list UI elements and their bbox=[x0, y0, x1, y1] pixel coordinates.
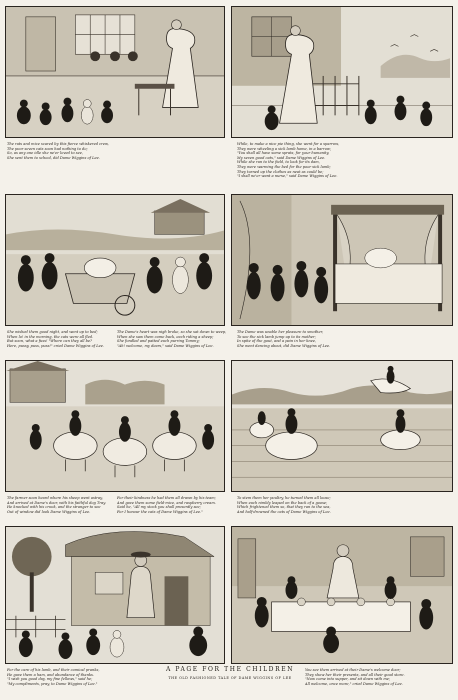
illustration-cats-wheeling-lamb-in-barrow bbox=[5, 194, 225, 326]
caption-panel-5: The Dame's heart was nigh broke, so she sat down to weep, When she saw them come back, each riding a sheep; She fondled and patted each purring Tommy; "Ah! welcome, my dears," said Dame Wiggins of Lee. bbox=[117, 330, 227, 348]
caption-panel-11: You see them arrived at their Dame's welcome door; They show her their presents, and all their good store. "Now come into supper, and sit down with me; All welcome, once more," cried Dame Wiggins of Lee. bbox=[305, 668, 405, 686]
caption-panel-9: To stem them her poultry, he turned them all loose; When each nimbly leaped on the back of a goose; Which frightened them so, that they ran to the sea, And half-drowned the cats of Dame Wiggins of Lee. bbox=[237, 496, 331, 514]
illustration-lamb-in-four-poster-bed bbox=[231, 194, 453, 326]
caption-panel-1: The rats and mice scared by this fierce whiskered crew, The poor seven cats soon had nothing to do; So, as any one idle she ne'er loved to see, She sent them to school, did Dame Wiggins of Lee. bbox=[7, 142, 109, 160]
caption-panel-8: For their kindness he had them all drawn by his team; And gave them some field-mice, and raspberry cream. Said he, "All my stock you shall presently see; For I honour the cats of Dame Wiggins of Lee." bbox=[117, 496, 216, 514]
page-title: A PAGE FOR THE CHILDREN bbox=[165, 666, 295, 673]
illustration-dame-at-supper-table-with-cats bbox=[231, 526, 453, 664]
illustration-cats-riding-geese-into-sea bbox=[231, 360, 453, 492]
caption-panel-3: While, to make a nice pie thing, she went for a sparrow, They were wheeling a sick lamb home, in a barrow; "You shall all have some sprats, for your humanity, My seven good cats," said Dame Wiggins of Lee. While she ran to the field, to look for its dam, They were warming the bed for the poor sick lamb; They turned up the clothes as neat as could be; "I shall ne'er want a nurse," said Dame Wiggins of Lee. bbox=[237, 142, 339, 179]
caption-panel-10: For the care of his lamb, and their comical pranks, He gave them a ham, and abundance of thanks. "I wish you good day, my fine fellows," said he; "My compliments, pray, to Dame Wiggins of Lee." bbox=[7, 668, 100, 686]
illustration-dame-with-cats-in-kitchen bbox=[5, 6, 225, 138]
illustration-cats-riding-sheep bbox=[5, 360, 225, 492]
page bbox=[5, 6, 453, 694]
caption-panel-7: The farmer soon heard where his sheep went astray, And arrived at Dame's door, with his faithful dog Tray. He knocked with his crook, and the stranger to see Out of window did look Dame Wiggins of Lee. bbox=[7, 496, 106, 514]
illustration-farmer-at-cottage-with-cats bbox=[5, 526, 225, 664]
illustration-dame-at-garden-gate bbox=[231, 6, 453, 138]
caption-panel-6: The Dame was unable her pleasure to smother, To see the sick lamb jump up to its mother; In spite of the gout, and a pain in her knee, She went dancing about, did Dame Wiggins of Lee. bbox=[237, 330, 331, 348]
caption-panel-4: She wished them good night, and went up to bed; When lo! in the morning, the cats were all fled. But soon, what a fuss! "Where can they all be? Here, pussy, puss, puss!" cried Dame Wiggins of Lee. bbox=[7, 330, 105, 348]
page-subtitle: THE OLD FASHIONED TALE OF DAME WIGGINS OF LEE bbox=[168, 676, 292, 680]
